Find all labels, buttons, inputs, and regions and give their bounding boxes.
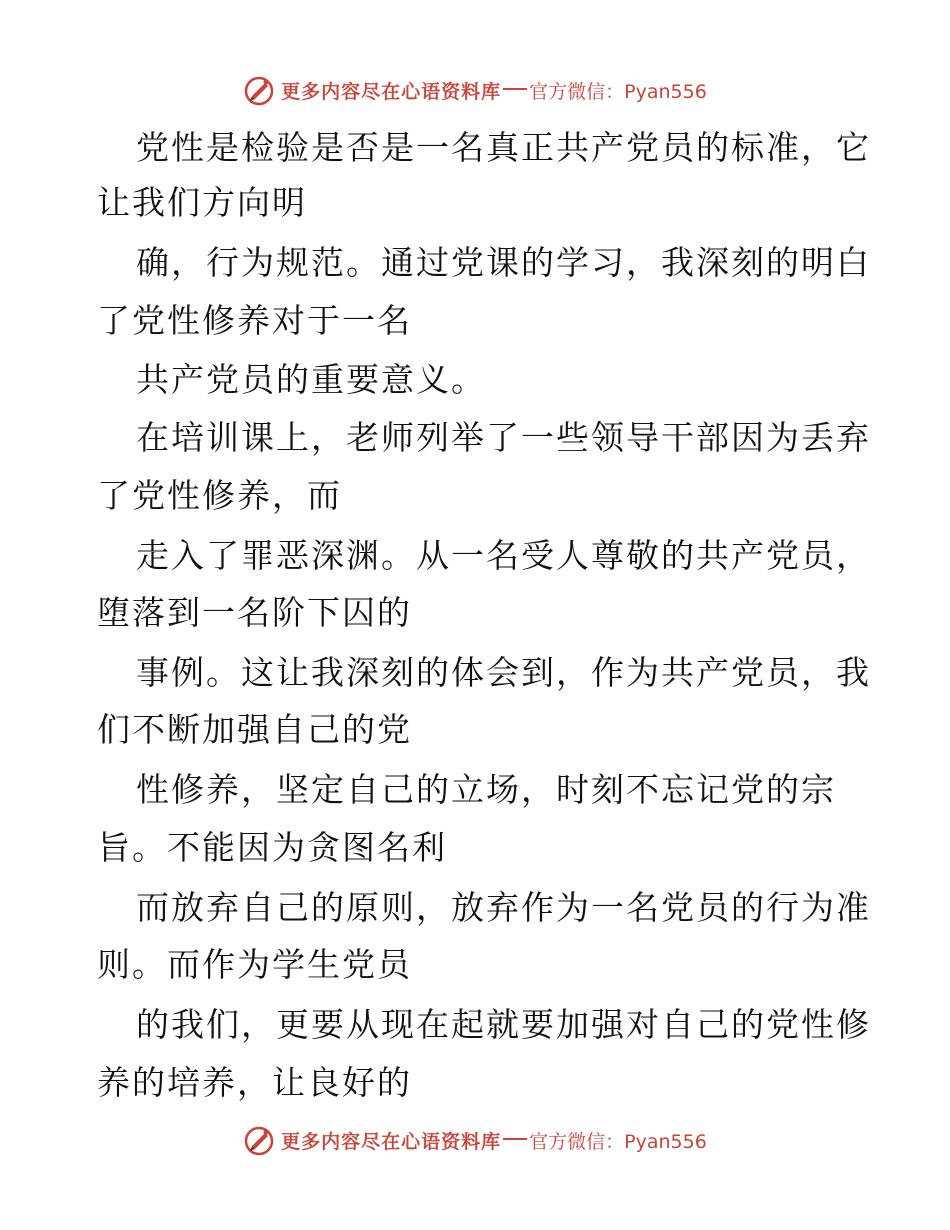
text-line: 在培训课上，老师列举了一些领导干部因为丢弃 — [136, 418, 871, 457]
footer-banner — [0, 1120, 950, 1160]
text-line: 则。而作为学生党员 — [97, 945, 412, 984]
banner-wechat-text: 官方微信：Pyan556 — [529, 1130, 707, 1153]
text-line: 而放弃自己的原则，放弃作为一名党员的行为准 — [136, 888, 871, 927]
text-line: 确，行为规范。通过党课的学习，我深刻的明白 — [136, 243, 871, 282]
text-line: 旨。不能因为贪图名利 — [97, 828, 447, 867]
banner-dash — [503, 1138, 527, 1140]
text-line: 让我们方向明 — [97, 183, 307, 222]
banner-wechat-text: 官方微信：Pyan556 — [529, 80, 707, 103]
text-line: 党性是检验是否是一名真正共产党员的标准，它 — [136, 128, 871, 167]
text-line: 性修养，坚定自己的立场，时刻不忘记党的宗 — [136, 770, 836, 809]
banner-main-text: 更多内容尽在心语资料库 — [281, 1130, 502, 1153]
banner-dash — [503, 88, 527, 90]
text-line: 事例。这让我深刻的体会到，作为共产党员，我 — [136, 653, 871, 692]
pen-logo-icon — [243, 1124, 275, 1156]
banner-main-text: 更多内容尽在心语资料库 — [281, 80, 502, 103]
text-line: 堕落到一名阶下囚的 — [97, 593, 412, 632]
text-line: 养的培养，让良好的 — [97, 1063, 412, 1102]
text-line: 共产党员的重要意义。 — [136, 360, 486, 399]
text-line: 们不断加强自己的党 — [97, 710, 412, 749]
text-line: 了党性修养对于一名 — [97, 301, 412, 340]
header-banner — [0, 70, 950, 110]
text-line: 的我们，更要从现在起就要加强对自己的党性修 — [136, 1005, 871, 1044]
pen-logo-icon — [243, 74, 275, 106]
text-line: 走入了罪恶深渊。从一名受人尊敬的共产党员， — [136, 536, 871, 575]
text-line: 了党性修养，而 — [97, 476, 342, 515]
